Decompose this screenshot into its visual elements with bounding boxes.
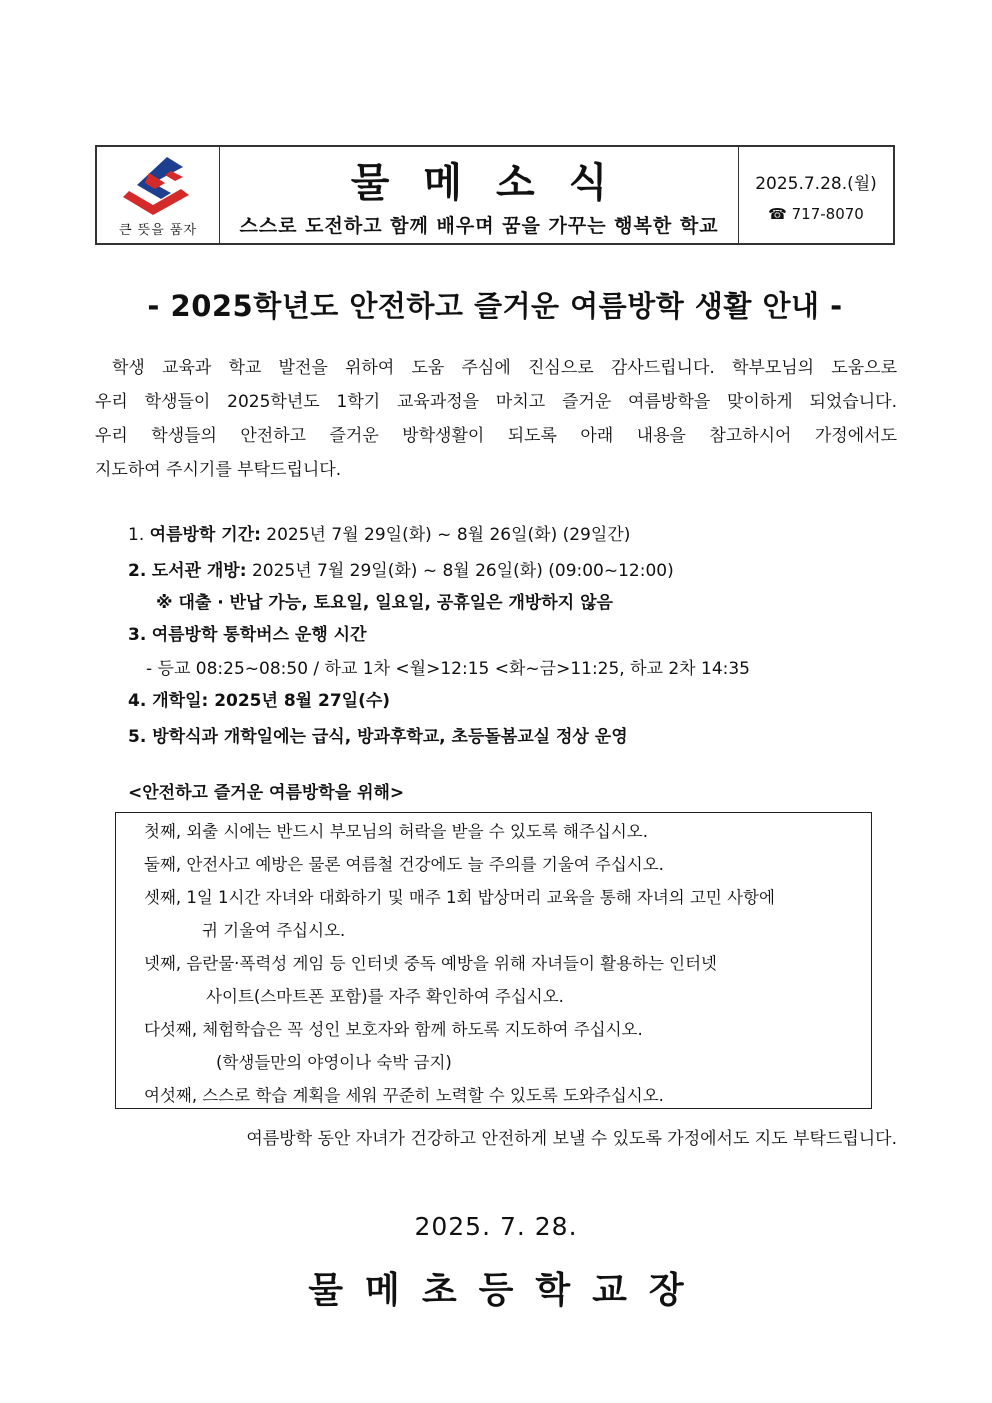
issue-date: 2025.7.28.(월) xyxy=(755,174,877,194)
list-item: 4. 개학일: 2025년 8월 27일(수) xyxy=(128,691,391,711)
library-note: ※ 대출 · 반납 가능, 토요일, 일요일, 공휴일은 개방하지 않음 xyxy=(156,593,613,613)
newsletter-header xyxy=(95,145,895,245)
school-slogan: 스스로 도전하고 함께 배우며 꿈을 가꾸는 행복한 학교 xyxy=(239,215,719,237)
safety-box xyxy=(115,812,872,1109)
intro-paragraph xyxy=(95,351,897,487)
sign-date: 2025. 7. 28. xyxy=(414,1212,578,1241)
safety-line: 귀 기울여 주십시오. xyxy=(202,921,346,940)
safety-line: 넷째, 음란물·폭력성 게임 등 인터넷 중독 예방을 위해 자녀들이 활용하는 인터넷 xyxy=(144,954,717,973)
list-item: 2. 도서관 개방: 2025년 7월 29일(화) ~ 8월 26일(화) (09:00~12:00) xyxy=(128,561,674,581)
safety-line: 여섯째, 스스로 학습 계획을 세워 꾸준히 노력할 수 있도록 도와주십시오. xyxy=(144,1086,664,1105)
safety-line: 사이트(스마트폰 포함)를 자주 확인하여 주십시오. xyxy=(206,987,564,1006)
signer-name: 물메초등학교장 xyxy=(308,1270,706,1311)
bus-schedule: - 등교 08:25~08:50 / 하교 1차 <월>12:15 <화~금>11:25, 하교 2차 14:35 xyxy=(146,659,750,679)
newsletter-name: 물메소식 xyxy=(350,160,642,206)
phone-icon: ☎ xyxy=(768,205,787,223)
safety-line: 첫째, 외출 시에는 반드시 부모님의 허락을 받을 수 있도록 해주십시오. xyxy=(144,822,648,841)
list-item: 5. 방학식과 개학일에는 급식, 방과후학교, 초등돌봄교실 정상 운영 xyxy=(128,727,628,747)
intro-line: 우리 학생들의 안전하고 즐거운 방학생활이 되도록 아래 내용을 참고하시어 가정에서도 xyxy=(95,426,897,446)
safety-line: (학생들만의 야영이나 숙박 금지) xyxy=(216,1053,452,1072)
safety-line: 셋째, 1일 1시간 자녀와 대화하기 및 매주 1회 밥상머리 교육을 통해 자녀의 고민 사항에 xyxy=(144,888,775,907)
school-logo xyxy=(97,147,220,243)
intro-line: 우리 학생들이 2025학년도 1학기 교육과정을 마치고 즐거운 여름방학을 맞이하게 되었습니다. xyxy=(95,392,897,412)
safety-line: 둘째, 안전사고 예방은 물론 여름철 건강에도 늘 주의를 기울여 주십시오. xyxy=(144,855,664,874)
school-motto: 큰 뜻을 품자 xyxy=(118,223,198,238)
safety-line: 다섯째, 체험학습은 꼭 성인 보호자와 함께 하도록 지도하여 주십시오. xyxy=(144,1020,643,1039)
closing-text: 여름방학 동안 자녀가 건강하고 안전하게 보낼 수 있도록 가정에서도 지도 부탁드립니다. xyxy=(246,1129,897,1149)
school-emblem-icon xyxy=(123,153,193,219)
header-info xyxy=(739,147,893,243)
safety-title: <안전하고 즐거운 여름방학을 위해> xyxy=(128,783,405,803)
list-item: 3. 여름방학 통학버스 운행 시간 xyxy=(128,625,367,645)
phone-number: 717-8070 xyxy=(791,205,864,223)
list-item: 1. 여름방학 기간: 2025년 7월 29일(화) ~ 8월 26일(화) (29일간) xyxy=(128,525,631,545)
phone-number-line xyxy=(739,205,893,223)
page-title: - 2025학년도 안전하고 즐거운 여름방학 생활 안내 - xyxy=(147,289,843,323)
intro-line: 학생 교육과 학교 발전을 위하여 도움 주심에 진심으로 감사드립니다. 학부모님의 도움으로 xyxy=(112,358,897,378)
intro-line: 지도하여 주시기를 부탁드립니다. xyxy=(95,460,342,480)
header-center xyxy=(220,147,739,243)
